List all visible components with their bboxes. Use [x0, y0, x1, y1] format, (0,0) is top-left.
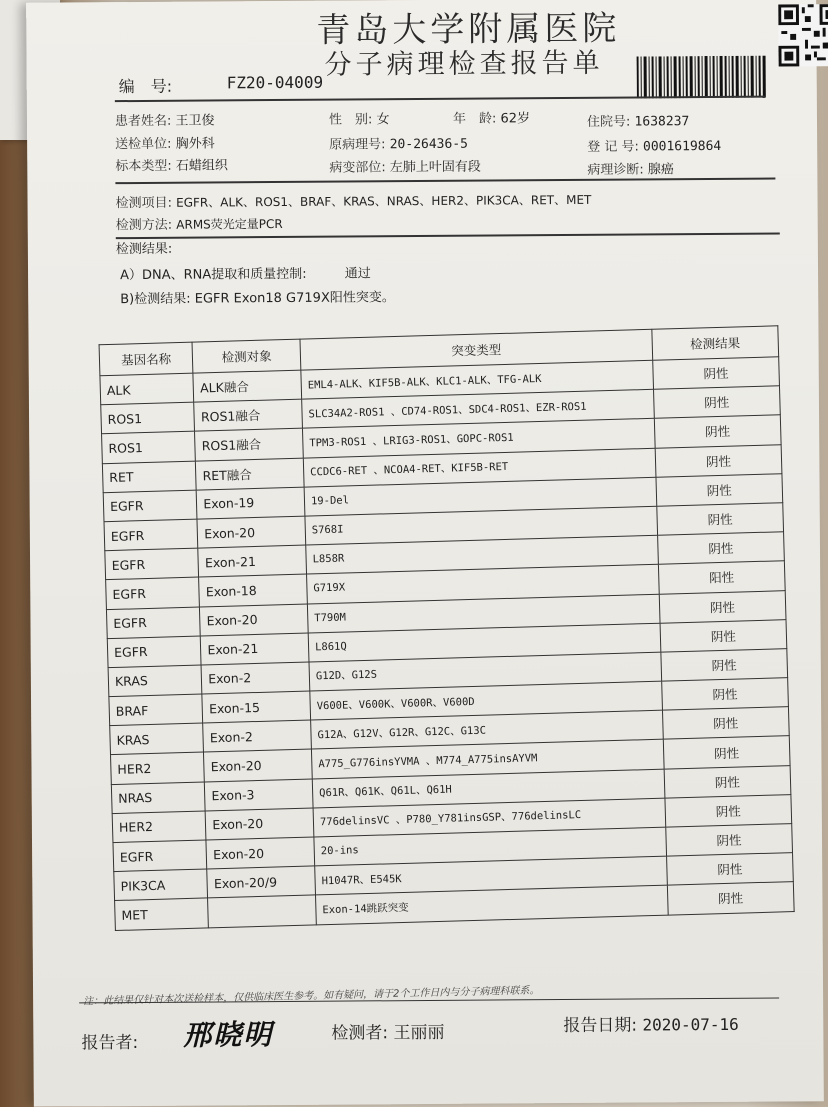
gene-cell: EGFR	[113, 840, 207, 872]
gene-cell: NRAS	[111, 782, 205, 814]
gene-cell: BRAF	[109, 694, 203, 726]
registration-number: 0001619864	[642, 138, 722, 155]
target-cell: Exon-20/9	[207, 866, 315, 898]
result-cell: 阴性	[663, 736, 790, 769]
gene-cell: HER2	[112, 811, 206, 843]
sample-type: 石蜡组织	[175, 158, 228, 174]
gene-cell: KRAS	[110, 723, 204, 755]
result-cell: 阴性	[656, 473, 783, 506]
age-field	[453, 107, 530, 127]
qr-code-icon	[778, 3, 828, 67]
admission-number: 1638237	[634, 114, 690, 130]
divider-method	[116, 233, 780, 240]
target-cell: Exon-15	[202, 691, 310, 723]
gene-cell: HER2	[111, 752, 205, 784]
report-title: 分子病理检查报告单	[324, 47, 604, 81]
mutation-cell: L858R	[306, 535, 658, 574]
mutation-cell: CCDC6-RET 、NCOA4-RET、KIF5B-RET	[303, 448, 655, 487]
gene-cell: EGFR	[106, 607, 200, 639]
sample-field	[115, 154, 228, 174]
result-cell: 阴性	[661, 649, 788, 682]
test-method-label: 检测方法:	[115, 217, 173, 234]
result-cell: 阴性	[665, 794, 792, 827]
mutation-cell: G719X	[307, 565, 659, 604]
target-cell: Exon-20	[197, 516, 305, 548]
divider-top	[115, 96, 765, 103]
header-result: 检测结果	[652, 326, 779, 361]
report-date-label: 报告日期:	[563, 1015, 638, 1037]
diagnosis: 腺癌	[647, 162, 674, 178]
sample-label: 标本类型:	[115, 158, 172, 175]
target-cell: Exon-20	[206, 837, 314, 869]
header-mutation: 突变类型	[300, 329, 653, 370]
lesion-site: 左肺上叶固有段	[389, 159, 481, 176]
gene-cell: KRAS	[108, 665, 202, 697]
result-cell: 阴性	[653, 386, 780, 419]
mutation-cell: Exon-14跳跃突变	[316, 885, 668, 924]
diagnosis-field	[587, 158, 674, 178]
pathology-number-label: 原病理号:	[329, 137, 386, 153]
hospital-name: 青岛大学附属医院	[316, 8, 621, 51]
target-cell: Exon-20	[205, 808, 313, 840]
mutation-table	[99, 325, 795, 930]
patient-name-field	[115, 109, 215, 129]
admission-label: 住院号:	[586, 114, 631, 130]
test-method-field	[116, 213, 283, 233]
result-cell: 阴性	[662, 707, 789, 740]
gene-cell: RET	[102, 461, 196, 493]
diagnosis-label: 病理诊断:	[587, 162, 644, 178]
gender-field	[329, 108, 390, 127]
test-items-field	[115, 189, 591, 211]
patient-name: 王卫俊	[175, 113, 215, 129]
report-date: 2020-07-16	[642, 1014, 739, 1035]
test-items-label: 检测项目:	[115, 195, 173, 212]
target-cell: Exon-20	[200, 604, 308, 636]
mutation-cell: Q61R、Q61K、Q61L、Q61H	[312, 769, 664, 808]
result-cell: 阴性	[666, 824, 793, 857]
reporter-label: 报告者:	[81, 1033, 139, 1054]
gene-cell: PIK3CA	[114, 869, 208, 901]
report-date-field	[563, 1010, 739, 1036]
mutation-cell: 20-ins	[314, 827, 666, 866]
result-cell: 阴性	[661, 678, 788, 711]
disclaimer-note: 注：此结果仅针对本次送检样本，仅供临床医生参考。如有疑问，请于2个工作日内与分子病理科联系。	[83, 985, 540, 1008]
gene-cell: ROS1	[102, 431, 196, 463]
tester-label: 检测者:	[331, 1023, 389, 1044]
divider-info	[115, 178, 775, 185]
mutation-cell: G12A、G12V、G12R、G12C、G13C	[311, 710, 663, 749]
gene-cell: EGFR	[105, 548, 199, 580]
tester-field	[331, 1018, 444, 1044]
pathology-number: 20-26436-5	[389, 136, 469, 153]
mutation-cell: A775_G776insYVMA 、M774_A775insAYVM	[311, 740, 663, 779]
target-cell: Exon-21	[201, 633, 309, 665]
result-cell: 阴性	[659, 590, 786, 623]
registration-label: 登 记 号:	[587, 139, 639, 155]
gene-cell: EGFR	[107, 636, 201, 668]
gene-cell: ALK	[100, 373, 194, 405]
target-cell: Exon-19	[196, 487, 304, 519]
target-cell: Exon-21	[198, 545, 306, 577]
target-cell: Exon-20	[204, 749, 312, 781]
mutation-cell: H1047R、E545K	[315, 856, 667, 895]
test-items: EGFR、ALK、ROS1、BRAF、KRAS、NRAS、HER2、PIK3CA、RET、MET	[176, 192, 592, 210]
result-cell: 阴性	[667, 882, 794, 915]
lesion-site-field	[329, 156, 481, 176]
result-cell: 阴性	[655, 444, 782, 477]
gene-cell: EGFR	[103, 490, 197, 522]
mutation-cell: 776delinsVC 、P780_Y781insGSP、776delinsLC	[313, 798, 665, 837]
report-number: FZ20-04009	[226, 72, 324, 93]
result-cell: 阴性	[657, 532, 784, 565]
target-cell: Exon-18	[199, 574, 307, 606]
result-cell: 阴性	[654, 415, 781, 448]
result-cell: 阴性	[666, 853, 793, 886]
report-number-label: 编 号:	[118, 76, 173, 97]
results-title: 检测结果:	[115, 241, 173, 258]
target-cell: Exon-2	[203, 720, 311, 752]
gender-label: 性 别:	[328, 112, 373, 128]
report-sheet	[26, 0, 824, 1107]
mutation-cell: V600E、V600K、V600R、V600D	[310, 681, 662, 720]
test-method: ARMS荧光定量PCR	[176, 216, 283, 232]
result-cell: 阴性	[660, 619, 787, 652]
gene-cell: EGFR	[106, 577, 200, 609]
result-cell: 阳性	[658, 561, 785, 594]
mutation-cell: SLC34A2-ROS1 、CD74-ROS1、SDC4-ROS1、EZR-ROS1	[302, 389, 654, 428]
detection-result: B)检测结果: EGFR Exon18 G719X阳性突变。	[120, 290, 395, 308]
mutation-cell: S768I	[305, 506, 657, 545]
target-cell: Exon-2	[201, 662, 309, 694]
qc-result	[120, 262, 371, 283]
mutation-cell: EML4-ALK、KIF5B-ALK、KLC1-ALK、TFG-ALK	[301, 360, 653, 399]
reporter-signature: 邢晓明	[183, 1018, 274, 1052]
gene-cell: MET	[115, 898, 209, 930]
tester-name: 王丽丽	[393, 1022, 445, 1044]
target-cell: ROS1融合	[194, 399, 302, 431]
patient-name-label: 患者姓名:	[114, 113, 172, 130]
result-cell: 阴性	[664, 765, 791, 798]
header-gene: 基因名称	[99, 342, 193, 376]
mutation-cell: 19-Del	[304, 477, 656, 516]
target-cell: ROS1融合	[195, 428, 303, 460]
result-cell: 阴性	[653, 357, 780, 390]
dept-field	[115, 132, 215, 152]
qc-value: 通过	[344, 266, 371, 282]
pathology-number-field	[329, 133, 468, 153]
gene-cell: EGFR	[104, 519, 198, 551]
age-label: 年 龄:	[452, 111, 497, 127]
mutation-cell: T790M	[307, 594, 659, 633]
gene-cell: ROS1	[101, 402, 195, 434]
age: 62岁	[500, 111, 531, 127]
target-cell: Exon-3	[205, 779, 313, 811]
mutation-cell: TPM3-ROS1 、LRIG3-ROS1、GOPC-ROS1	[302, 419, 654, 458]
dept: 胸外科	[175, 136, 215, 152]
target-cell: ALK融合	[193, 370, 301, 402]
dept-label: 送检单位:	[115, 136, 172, 153]
header-target: 检测对象	[192, 339, 301, 373]
lesion-site-label: 病变部位:	[329, 160, 386, 176]
mutation-cell: G12D、G12S	[309, 652, 661, 691]
target-cell	[208, 895, 316, 927]
mutation-cell: L861Q	[308, 623, 660, 662]
result-cell: 阴性	[657, 503, 784, 536]
target-cell: RET融合	[196, 458, 304, 490]
barcode-icon	[637, 56, 767, 99]
gender: 女	[376, 112, 390, 128]
admission-field	[587, 110, 689, 130]
qc-label: A）DNA、RNA提取和质量控制:	[120, 266, 307, 284]
registration-field	[587, 135, 721, 155]
